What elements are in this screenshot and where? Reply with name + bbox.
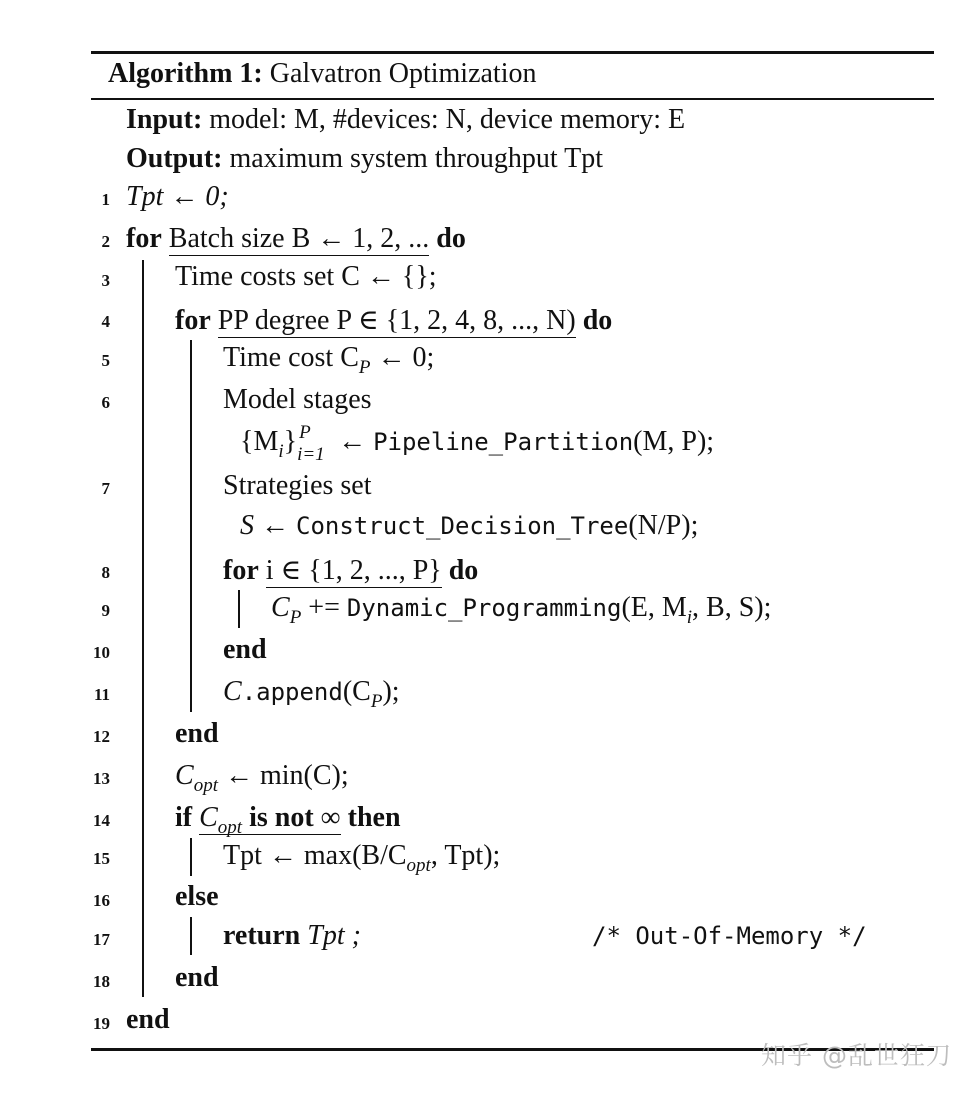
code-line-10: end [223, 634, 267, 665]
title-rule [91, 98, 934, 100]
algorithm-label: Algorithm 1: [108, 58, 263, 89]
opt-var: C [199, 802, 218, 833]
function-args-rest: ); [382, 676, 400, 707]
code-line-17 [223, 920, 361, 952]
block-bar-inner-for [190, 340, 192, 712]
code-line-4 [175, 303, 612, 337]
code-line-2 [126, 223, 466, 255]
comment-out-of-memory: /* Out-Of-Memory */ [592, 922, 867, 950]
stages-set-open: {M [240, 426, 279, 457]
code-line-8 [223, 553, 478, 587]
code-line-11 [223, 676, 400, 712]
input-label: Input: [126, 104, 203, 135]
keyword-do: do [448, 555, 479, 586]
line-number: 13 [93, 769, 110, 788]
if-condition [199, 802, 341, 838]
superscript: P [299, 422, 311, 443]
output-line [126, 143, 603, 175]
code-line-5 [223, 342, 435, 378]
line-number: 14 [93, 811, 110, 830]
code-line-3: Time costs set C ← {}; [175, 261, 437, 292]
line-number: 4 [101, 312, 110, 331]
code-line-6b: $\{M_i\}$ P i=1 ← Pipeline_Partition(M, P); [240, 422, 715, 465]
top-rule [91, 51, 934, 54]
infinity-symbol: ∞ [320, 802, 341, 833]
block-bar-else [190, 917, 192, 955]
function-args: (N/P); [628, 510, 699, 541]
loop-condition-batch: Batch size B ← 1, 2, ... [168, 223, 430, 254]
code-line-16: else [175, 881, 219, 912]
block-bar-outer-for [142, 260, 144, 997]
algorithm-name: Galvatron Optimization [269, 58, 537, 89]
function-args: (C [342, 676, 371, 707]
subscript: P [370, 691, 383, 712]
code-line-14 [175, 802, 401, 838]
code-line-1: Tpt ← 0; [126, 181, 229, 212]
keyword-if: if [175, 802, 193, 833]
code-line-13 [175, 760, 349, 796]
cost-set-var: C [223, 676, 242, 707]
line-number: 8 [101, 563, 110, 582]
time-cost-text: Time cost C [223, 342, 359, 373]
function-dynamic-programming: Dynamic_Programming [346, 594, 622, 622]
keyword-do: do [582, 305, 613, 336]
function-args: (M, P); [633, 426, 715, 457]
function-args-rest: , B, S); [692, 592, 772, 623]
code-line-7: Strategies set [223, 470, 372, 501]
block-bar-then [190, 838, 192, 876]
loop-condition-i: i ∈ {1, 2, ..., P} [265, 555, 442, 586]
assign-arrow: ← [338, 426, 367, 457]
keyword-is-not: is not [249, 802, 314, 833]
subscript: opt [193, 775, 218, 796]
line-number: 6 [101, 393, 110, 412]
line-number: 2 [101, 232, 110, 251]
input-text: model: M, #devices: N, device memory: E [209, 104, 686, 135]
loop-condition-pp: PP degree P ∈ {1, 2, 4, 8, ..., N) [217, 305, 576, 336]
subscript: i [686, 607, 693, 628]
function-pipeline-partition: Pipeline_Partition [373, 428, 634, 456]
strategies-assign: S ← [240, 510, 289, 541]
line-number: 11 [93, 685, 110, 704]
code-line-15 [223, 840, 501, 876]
code-line-6: Model stages [223, 384, 372, 415]
code-line-9 [271, 592, 772, 628]
function-args: (E, M [621, 592, 687, 623]
subscript: opt [406, 855, 431, 876]
line-number: 7 [101, 479, 110, 498]
line-number: 12 [93, 727, 110, 746]
output-text: maximum system throughput Tpt [229, 143, 604, 174]
max-expr-rest: , Tpt); [430, 840, 501, 871]
code-line-18: end [175, 962, 219, 993]
code-line-12: end [175, 718, 219, 749]
keyword-for: for [126, 223, 162, 254]
line-number: 19 [93, 1014, 110, 1033]
return-value: Tpt ; [307, 920, 361, 951]
line-number: 9 [101, 601, 110, 620]
keyword-for: for [175, 305, 211, 336]
line-number: 1 [101, 190, 110, 209]
assign-zero: ← 0; [370, 342, 435, 373]
function-construct-decision-tree: Construct_Decision_Tree [296, 512, 629, 540]
subscript-range: i=1 [297, 444, 325, 465]
line-number: 15 [93, 849, 110, 868]
keyword-for: for [223, 555, 259, 586]
subscript: i [278, 441, 284, 462]
assign-min: ← min(C); [217, 760, 349, 791]
keyword-return: return [223, 920, 301, 951]
keyword-do: do [436, 223, 466, 254]
code-line-7b [240, 510, 698, 542]
output-label: Output: [126, 143, 223, 174]
function-append: .append [241, 678, 343, 706]
max-expr: Tpt ← max(B/C [223, 840, 407, 871]
algorithm-title [108, 58, 536, 90]
opt-var: C [175, 760, 194, 791]
subscript: opt [217, 817, 243, 838]
line-number: 16 [93, 891, 110, 910]
line-number: 10 [93, 643, 110, 662]
subscript: P [358, 357, 371, 378]
keyword-then: then [347, 802, 401, 833]
watermark: 知乎 @乱世狂刀 [761, 1041, 952, 1070]
plus-assign: += [301, 592, 340, 623]
line-number: 18 [93, 972, 110, 991]
line-number: 3 [101, 271, 110, 290]
line-number: 5 [101, 351, 110, 370]
code-line-19: end [126, 1004, 170, 1035]
cost-var: C [271, 592, 290, 623]
block-bar-i-for [238, 590, 240, 628]
line-number: 17 [93, 930, 110, 949]
input-line [126, 104, 685, 136]
subscript: P [289, 607, 302, 628]
